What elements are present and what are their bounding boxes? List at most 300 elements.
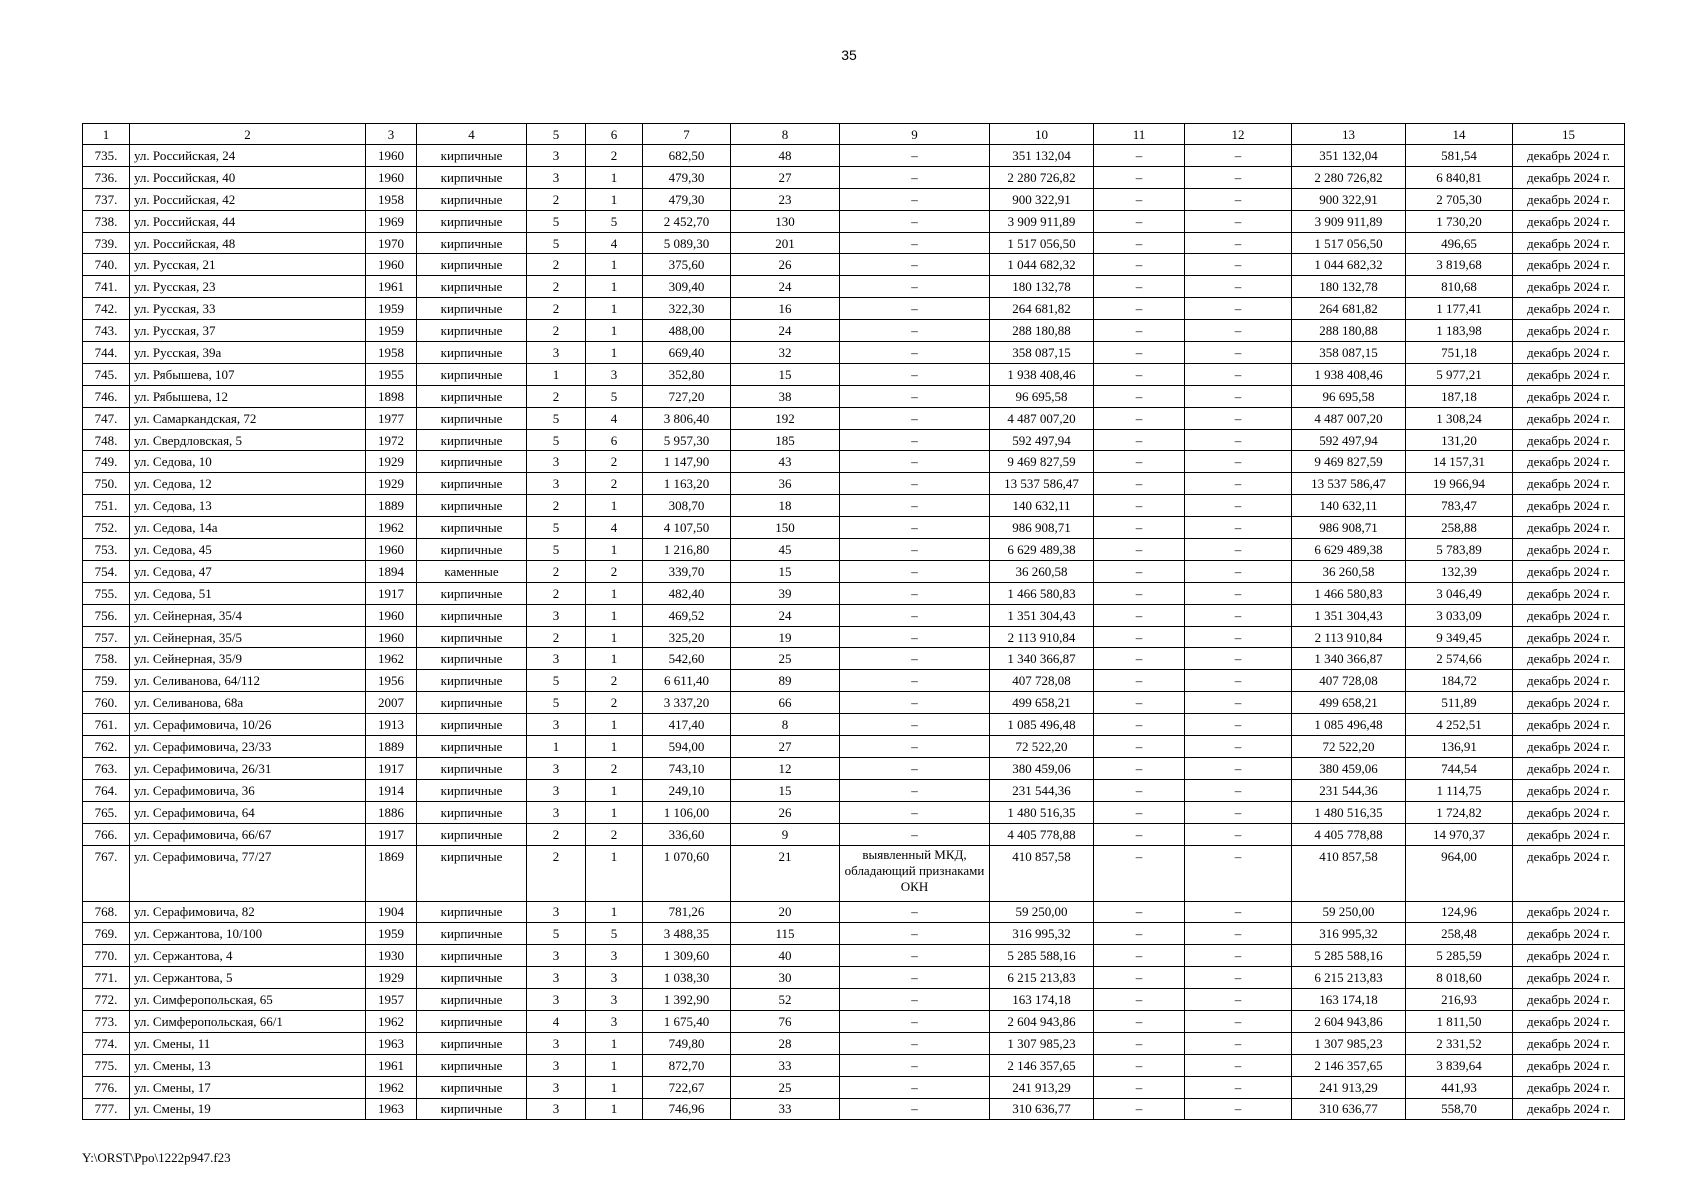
file-path-footer: Y:\ORST\Ppo\1222p947.f23 [82, 1150, 231, 1165]
cell-col-1: 736. [83, 166, 130, 188]
cell-col-5: 3 [527, 989, 586, 1011]
cell-col-1: 748. [83, 429, 130, 451]
cell-col-5: 5 [527, 670, 586, 692]
cell-col-10: 2 146 357,65 [990, 1054, 1094, 1076]
cell-col-1: 746. [83, 385, 130, 407]
cell-col-13: 241 913,29 [1292, 1076, 1406, 1098]
cell-col-6: 1 [586, 779, 643, 801]
cell-col-14: 496,65 [1406, 232, 1513, 254]
cell-col-6: 1 [586, 188, 643, 210]
cell-col-9: – [840, 823, 990, 845]
cell-col-3: 2007 [366, 692, 417, 714]
cell-col-11: – [1094, 757, 1185, 779]
cell-col-12: – [1185, 232, 1292, 254]
cell-col-15: декабрь 2024 г. [1513, 210, 1625, 232]
cell-col-1: 749. [83, 451, 130, 473]
cell-col-10: 13 537 586,47 [990, 473, 1094, 495]
cell-col-5: 2 [527, 823, 586, 845]
cell-col-15: декабрь 2024 г. [1513, 801, 1625, 823]
cell-col-4: кирпичные [417, 1076, 527, 1098]
column-number-1: 1 [83, 124, 130, 145]
cell-col-5: 3 [527, 1054, 586, 1076]
cell-col-2: ул. Седова, 12 [130, 473, 366, 495]
cell-col-10: 2 113 910,84 [990, 626, 1094, 648]
cell-col-13: 1 085 496,48 [1292, 714, 1406, 736]
cell-col-2: ул. Седова, 45 [130, 539, 366, 561]
cell-col-13: 4 487 007,20 [1292, 407, 1406, 429]
cell-col-3: 1977 [366, 407, 417, 429]
column-number-2: 2 [130, 124, 366, 145]
cell-col-14: 184,72 [1406, 670, 1513, 692]
cell-col-15: декабрь 2024 г. [1513, 495, 1625, 517]
cell-col-11: – [1094, 779, 1185, 801]
cell-col-3: 1960 [366, 604, 417, 626]
cell-col-10: 1 307 985,23 [990, 1032, 1094, 1054]
cell-col-8: 8 [731, 714, 840, 736]
table-row [83, 1032, 1625, 1054]
cell-col-3: 1961 [366, 276, 417, 298]
cell-col-8: 33 [731, 1098, 840, 1120]
houses-table [82, 123, 1625, 1120]
cell-col-13: 1 044 682,32 [1292, 254, 1406, 276]
cell-col-3: 1914 [366, 779, 417, 801]
cell-col-7: 1 309,60 [643, 945, 731, 967]
cell-col-9: – [840, 967, 990, 989]
cell-col-11: – [1094, 254, 1185, 276]
cell-col-11: – [1094, 232, 1185, 254]
cell-col-9: – [840, 604, 990, 626]
cell-col-1: 743. [83, 320, 130, 342]
cell-col-2: ул. Симферопольская, 66/1 [130, 1010, 366, 1032]
cell-col-10: 140 632,11 [990, 495, 1094, 517]
table-row [83, 1076, 1625, 1098]
cell-col-2: ул. Русская, 23 [130, 276, 366, 298]
cell-col-10: 4 487 007,20 [990, 407, 1094, 429]
cell-col-11: – [1094, 451, 1185, 473]
table-row [83, 495, 1625, 517]
cell-col-9: – [840, 801, 990, 823]
cell-col-15: декабрь 2024 г. [1513, 560, 1625, 582]
cell-col-15: декабрь 2024 г. [1513, 166, 1625, 188]
cell-col-8: 25 [731, 1076, 840, 1098]
cell-col-14: 3 046,49 [1406, 582, 1513, 604]
cell-col-10: 351 132,04 [990, 145, 1094, 167]
cell-col-3: 1960 [366, 539, 417, 561]
cell-col-1: 750. [83, 473, 130, 495]
table-row [83, 1098, 1625, 1120]
cell-col-7: 352,80 [643, 363, 731, 385]
cell-col-13: 407 728,08 [1292, 670, 1406, 692]
cell-col-13: 3 909 911,89 [1292, 210, 1406, 232]
cell-col-6: 5 [586, 385, 643, 407]
cell-col-13: 592 497,94 [1292, 429, 1406, 451]
cell-col-12: – [1185, 714, 1292, 736]
cell-col-7: 309,40 [643, 276, 731, 298]
cell-col-2: ул. Седова, 10 [130, 451, 366, 473]
cell-col-12: – [1185, 801, 1292, 823]
cell-col-6: 1 [586, 320, 643, 342]
cell-col-3: 1970 [366, 232, 417, 254]
cell-col-8: 38 [731, 385, 840, 407]
cell-col-8: 24 [731, 276, 840, 298]
cell-col-11: – [1094, 495, 1185, 517]
cell-col-7: 325,20 [643, 626, 731, 648]
cell-col-7: 339,70 [643, 560, 731, 582]
column-number-15: 15 [1513, 124, 1625, 145]
cell-col-12: – [1185, 945, 1292, 967]
cell-col-12: – [1185, 582, 1292, 604]
cell-col-13: 9 469 827,59 [1292, 451, 1406, 473]
cell-col-10: 2 604 943,86 [990, 1010, 1094, 1032]
cell-col-2: ул. Серафимовича, 36 [130, 779, 366, 801]
cell-col-4: кирпичные [417, 298, 527, 320]
cell-col-2: ул. Рябышева, 107 [130, 363, 366, 385]
cell-col-1: 771. [83, 967, 130, 989]
cell-col-4: кирпичные [417, 779, 527, 801]
table-row [83, 276, 1625, 298]
cell-col-11: – [1094, 626, 1185, 648]
cell-col-14: 9 349,45 [1406, 626, 1513, 648]
cell-col-15: декабрь 2024 г. [1513, 429, 1625, 451]
cell-col-4: кирпичные [417, 757, 527, 779]
cell-col-12: – [1185, 823, 1292, 845]
cell-col-4: кирпичные [417, 736, 527, 758]
cell-col-11: – [1094, 648, 1185, 670]
cell-col-15: декабрь 2024 г. [1513, 779, 1625, 801]
cell-col-3: 1960 [366, 166, 417, 188]
cell-col-4: каменные [417, 560, 527, 582]
cell-col-10: 592 497,94 [990, 429, 1094, 451]
cell-col-15: декабрь 2024 г. [1513, 517, 1625, 539]
cell-col-11: – [1094, 298, 1185, 320]
cell-col-8: 9 [731, 823, 840, 845]
cell-col-10: 96 695,58 [990, 385, 1094, 407]
cell-col-6: 1 [586, 736, 643, 758]
cell-col-9: – [840, 714, 990, 736]
cell-col-7: 336,60 [643, 823, 731, 845]
cell-col-1: 765. [83, 801, 130, 823]
cell-col-10: 264 681,82 [990, 298, 1094, 320]
column-number-8: 8 [731, 124, 840, 145]
cell-col-9: – [840, 385, 990, 407]
cell-col-1: 737. [83, 188, 130, 210]
cell-col-15: декабрь 2024 г. [1513, 648, 1625, 670]
cell-col-9: – [840, 451, 990, 473]
cell-col-8: 12 [731, 757, 840, 779]
table-row [83, 517, 1625, 539]
cell-col-14: 1 811,50 [1406, 1010, 1513, 1032]
cell-col-2: ул. Российская, 44 [130, 210, 366, 232]
cell-col-11: – [1094, 560, 1185, 582]
cell-col-15: декабрь 2024 г. [1513, 298, 1625, 320]
cell-col-8: 32 [731, 342, 840, 364]
cell-col-7: 488,00 [643, 320, 731, 342]
cell-col-15: декабрь 2024 г. [1513, 188, 1625, 210]
cell-col-12: – [1185, 692, 1292, 714]
cell-col-7: 1 147,90 [643, 451, 731, 473]
table-row [83, 473, 1625, 495]
cell-col-1: 753. [83, 539, 130, 561]
cell-col-12: – [1185, 298, 1292, 320]
cell-col-3: 1960 [366, 626, 417, 648]
cell-col-9: – [840, 626, 990, 648]
cell-col-1: 755. [83, 582, 130, 604]
cell-col-3: 1962 [366, 648, 417, 670]
cell-col-6: 6 [586, 429, 643, 451]
table-row [83, 604, 1625, 626]
cell-col-8: 26 [731, 254, 840, 276]
cell-col-15: декабрь 2024 г. [1513, 945, 1625, 967]
cell-col-13: 180 132,78 [1292, 276, 1406, 298]
cell-col-12: – [1185, 736, 1292, 758]
cell-col-1: 761. [83, 714, 130, 736]
cell-col-12: – [1185, 989, 1292, 1011]
cell-col-14: 810,68 [1406, 276, 1513, 298]
cell-col-7: 542,60 [643, 648, 731, 670]
cell-col-6: 2 [586, 560, 643, 582]
cell-col-1: 760. [83, 692, 130, 714]
table-row [83, 779, 1625, 801]
cell-col-5: 1 [527, 736, 586, 758]
cell-col-1: 744. [83, 342, 130, 364]
cell-col-2: ул. Российская, 48 [130, 232, 366, 254]
cell-col-14: 1 114,75 [1406, 779, 1513, 801]
cell-col-1: 773. [83, 1010, 130, 1032]
cell-col-9: – [840, 363, 990, 385]
table-row [83, 648, 1625, 670]
cell-col-5: 3 [527, 166, 586, 188]
table-row [83, 145, 1625, 167]
cell-col-6: 1 [586, 604, 643, 626]
cell-col-1: 766. [83, 823, 130, 845]
cell-col-13: 4 405 778,88 [1292, 823, 1406, 845]
cell-col-4: кирпичные [417, 945, 527, 967]
cell-col-9: – [840, 166, 990, 188]
cell-col-12: – [1185, 188, 1292, 210]
cell-col-4: кирпичные [417, 714, 527, 736]
cell-col-2: ул. Русская, 21 [130, 254, 366, 276]
cell-col-13: 59 250,00 [1292, 901, 1406, 923]
cell-col-8: 28 [731, 1032, 840, 1054]
cell-col-2: ул. Свердловская, 5 [130, 429, 366, 451]
cell-col-4: кирпичные [417, 407, 527, 429]
cell-col-9: – [840, 692, 990, 714]
cell-col-5: 5 [527, 517, 586, 539]
cell-col-10: 358 087,15 [990, 342, 1094, 364]
cell-col-9: – [840, 188, 990, 210]
cell-col-12: – [1185, 517, 1292, 539]
cell-col-15: декабрь 2024 г. [1513, 604, 1625, 626]
cell-col-10: 1 480 516,35 [990, 801, 1094, 823]
cell-col-7: 682,50 [643, 145, 731, 167]
cell-col-10: 316 995,32 [990, 923, 1094, 945]
table-row [83, 363, 1625, 385]
cell-col-10: 288 180,88 [990, 320, 1094, 342]
cell-col-11: – [1094, 385, 1185, 407]
cell-col-9: – [840, 989, 990, 1011]
cell-col-10: 2 280 726,82 [990, 166, 1094, 188]
cell-col-5: 2 [527, 845, 586, 901]
cell-col-6: 3 [586, 1010, 643, 1032]
cell-col-12: – [1185, 254, 1292, 276]
cell-col-11: – [1094, 320, 1185, 342]
cell-col-15: декабрь 2024 г. [1513, 1054, 1625, 1076]
cell-col-13: 316 995,32 [1292, 923, 1406, 945]
cell-col-7: 1 070,60 [643, 845, 731, 901]
cell-col-2: ул. Смены, 19 [130, 1098, 366, 1120]
column-number-9: 9 [840, 124, 990, 145]
cell-col-12: – [1185, 648, 1292, 670]
cell-col-7: 479,30 [643, 166, 731, 188]
cell-col-4: кирпичные [417, 823, 527, 845]
cell-col-14: 511,89 [1406, 692, 1513, 714]
table-row [83, 823, 1625, 845]
cell-col-15: декабрь 2024 г. [1513, 473, 1625, 495]
cell-col-5: 3 [527, 801, 586, 823]
table-row [83, 582, 1625, 604]
cell-col-4: кирпичные [417, 188, 527, 210]
cell-col-10: 310 636,77 [990, 1098, 1094, 1120]
cell-col-6: 1 [586, 342, 643, 364]
cell-col-1: 770. [83, 945, 130, 967]
cell-col-4: кирпичные [417, 363, 527, 385]
cell-col-4: кирпичные [417, 473, 527, 495]
cell-col-2: ул. Сейнерная, 35/4 [130, 604, 366, 626]
cell-col-12: – [1185, 495, 1292, 517]
cell-col-6: 4 [586, 232, 643, 254]
cell-col-7: 308,70 [643, 495, 731, 517]
cell-col-14: 2 574,66 [1406, 648, 1513, 670]
cell-col-7: 5 957,30 [643, 429, 731, 451]
cell-col-15: декабрь 2024 г. [1513, 254, 1625, 276]
cell-col-10: 499 658,21 [990, 692, 1094, 714]
cell-col-8: 36 [731, 473, 840, 495]
cell-col-2: ул. Рябышева, 12 [130, 385, 366, 407]
cell-col-9: – [840, 901, 990, 923]
cell-col-11: – [1094, 276, 1185, 298]
cell-col-1: 745. [83, 363, 130, 385]
cell-col-8: 33 [731, 1054, 840, 1076]
cell-col-8: 115 [731, 923, 840, 945]
cell-col-4: кирпичные [417, 923, 527, 945]
cell-col-1: 759. [83, 670, 130, 692]
cell-col-1: 767. [83, 845, 130, 901]
cell-col-7: 781,26 [643, 901, 731, 923]
cell-col-6: 2 [586, 451, 643, 473]
cell-col-8: 27 [731, 736, 840, 758]
cell-col-13: 36 260,58 [1292, 560, 1406, 582]
cell-col-2: ул. Седова, 14а [130, 517, 366, 539]
cell-col-7: 249,10 [643, 779, 731, 801]
cell-col-9: – [840, 145, 990, 167]
cell-col-12: – [1185, 385, 1292, 407]
cell-col-12: – [1185, 779, 1292, 801]
cell-col-4: кирпичные [417, 254, 527, 276]
cell-col-12: – [1185, 210, 1292, 232]
cell-col-3: 1929 [366, 473, 417, 495]
cell-col-8: 40 [731, 945, 840, 967]
cell-col-13: 1 517 056,50 [1292, 232, 1406, 254]
cell-col-7: 594,00 [643, 736, 731, 758]
cell-col-10: 410 857,58 [990, 845, 1094, 901]
cell-col-11: – [1094, 823, 1185, 845]
cell-col-1: 776. [83, 1076, 130, 1098]
cell-col-2: ул. Сержантова, 10/100 [130, 923, 366, 945]
cell-col-12: – [1185, 967, 1292, 989]
cell-col-5: 2 [527, 188, 586, 210]
cell-col-6: 1 [586, 1054, 643, 1076]
cell-col-9: – [840, 429, 990, 451]
cell-col-13: 1 480 516,35 [1292, 801, 1406, 823]
cell-col-8: 21 [731, 845, 840, 901]
column-number-7: 7 [643, 124, 731, 145]
cell-col-9: – [840, 779, 990, 801]
cell-col-15: декабрь 2024 г. [1513, 342, 1625, 364]
table-row [83, 901, 1625, 923]
cell-col-14: 258,48 [1406, 923, 1513, 945]
table-row [83, 670, 1625, 692]
cell-col-5: 3 [527, 1032, 586, 1054]
cell-col-6: 1 [586, 1076, 643, 1098]
cell-col-10: 1 085 496,48 [990, 714, 1094, 736]
cell-col-2: ул. Селиванова, 64/112 [130, 670, 366, 692]
cell-col-14: 581,54 [1406, 145, 1513, 167]
cell-col-3: 1962 [366, 1010, 417, 1032]
cell-col-9: – [840, 407, 990, 429]
cell-col-13: 2 604 943,86 [1292, 1010, 1406, 1032]
cell-col-9: выявленный МКД, обладающий признаками ОКН [840, 845, 990, 901]
table-row [83, 429, 1625, 451]
cell-col-4: кирпичные [417, 320, 527, 342]
cell-col-8: 15 [731, 779, 840, 801]
cell-col-7: 482,40 [643, 582, 731, 604]
column-number-3: 3 [366, 124, 417, 145]
cell-col-9: – [840, 1010, 990, 1032]
cell-col-13: 6 215 213,83 [1292, 967, 1406, 989]
cell-col-8: 66 [731, 692, 840, 714]
cell-col-5: 3 [527, 604, 586, 626]
cell-col-6: 1 [586, 626, 643, 648]
cell-col-15: декабрь 2024 г. [1513, 845, 1625, 901]
table-row [83, 166, 1625, 188]
cell-col-5: 2 [527, 276, 586, 298]
cell-col-7: 1 038,30 [643, 967, 731, 989]
cell-col-15: декабрь 2024 г. [1513, 1010, 1625, 1032]
column-number-11: 11 [1094, 124, 1185, 145]
table-row [83, 188, 1625, 210]
cell-col-4: кирпичные [417, 989, 527, 1011]
cell-col-12: – [1185, 1054, 1292, 1076]
cell-col-6: 2 [586, 473, 643, 495]
cell-col-9: – [840, 210, 990, 232]
cell-col-6: 3 [586, 945, 643, 967]
cell-col-14: 441,93 [1406, 1076, 1513, 1098]
cell-col-4: кирпичные [417, 495, 527, 517]
cell-col-3: 1959 [366, 320, 417, 342]
cell-col-7: 746,96 [643, 1098, 731, 1120]
cell-col-5: 5 [527, 692, 586, 714]
cell-col-10: 59 250,00 [990, 901, 1094, 923]
cell-col-4: кирпичные [417, 385, 527, 407]
cell-col-9: – [840, 232, 990, 254]
cell-col-12: – [1185, 626, 1292, 648]
cell-col-10: 4 405 778,88 [990, 823, 1094, 845]
cell-col-4: кирпичные [417, 582, 527, 604]
cell-col-5: 2 [527, 298, 586, 320]
cell-col-1: 751. [83, 495, 130, 517]
cell-col-8: 76 [731, 1010, 840, 1032]
cell-col-8: 192 [731, 407, 840, 429]
